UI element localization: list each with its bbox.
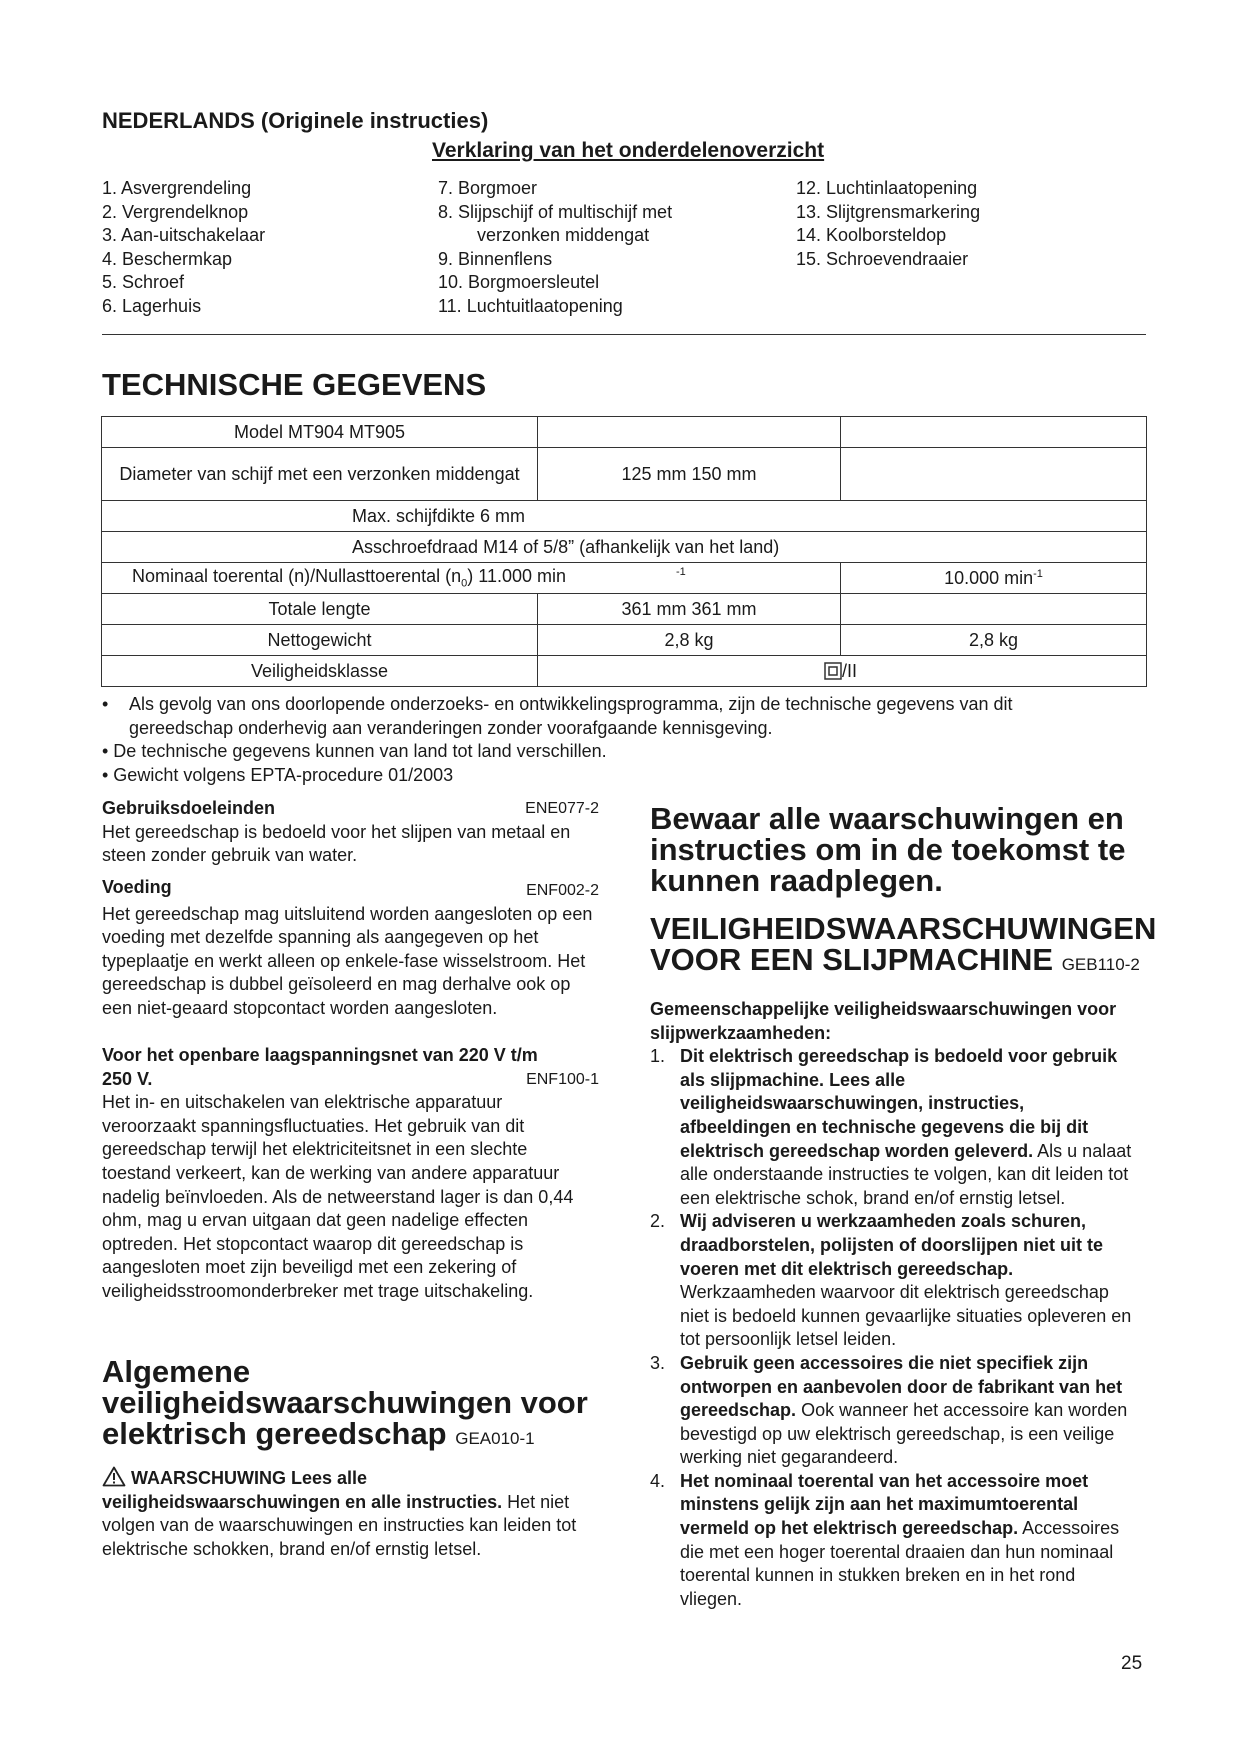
legend-item: 1. Asvergrendeling bbox=[102, 178, 252, 198]
legend-item: 13. Slijtgrensmarkering bbox=[796, 201, 981, 222]
double-insulation-icon bbox=[824, 662, 842, 680]
list-item bbox=[650, 1470, 1140, 1612]
section-heading bbox=[102, 1068, 599, 1092]
keep-instructions-title: Bewaar alle waarschuwingen en instructies om in de toekomst te kunnen raadplegen. bbox=[650, 801, 1126, 898]
spec-cell bbox=[538, 417, 841, 448]
spec-row-diameter bbox=[102, 448, 1147, 501]
legend-item: 3. Aan-uitschakelaar bbox=[102, 225, 266, 246]
spec-cell bbox=[841, 563, 1147, 594]
list-item bbox=[650, 1210, 1140, 1352]
spec-cell bbox=[841, 594, 1147, 625]
grinder-safety-section bbox=[650, 911, 1157, 1611]
speed-prefix: Nominaal toerental (n)/Nullasttoerental (n bbox=[132, 566, 462, 587]
section-title-line2: 250 V. bbox=[102, 1068, 153, 1089]
note-item bbox=[102, 693, 1112, 740]
spec-table bbox=[101, 416, 1147, 687]
legend-item-continuation: verzonken middengat bbox=[477, 225, 650, 246]
section-body: Het in- en uitschakelen van elektrische apparatuur veroorzaakt spanningsfluctuaties. Het gebruik van dit gereedschap terwijl het elektriciteitsnet in een slechte toestand verkeert, kan de werking van andere apparatuur nadelig beïnvloeden. Als de netweerstand lager is dan 0,44 ohm, mag u ervan uitgaan dat geen nadelige effecten optreden. Het stopcontact waarop dit gereedschap is aangesloten moet zijn beveiligd met een zekering of veiligheidsstroomonderbreker met trage uitschakeling. bbox=[102, 1092, 574, 1301]
warning-text: Het niet volgen van de waarschuwingen en instructies kan leiden tot elektrische schokken, brand en/of ernstig letsel. bbox=[102, 1491, 577, 1559]
legend-item: 8. Slijpschijf of multischijf met bbox=[438, 201, 673, 222]
public-network-section bbox=[102, 1044, 599, 1304]
speed-value-2-sup: -1 bbox=[1033, 567, 1043, 580]
legend-item: 4. Beschermkap bbox=[102, 248, 233, 269]
warning-bold: WAARSCHUWING Lees alle veiligheidswaarschuwingen en alle instructies. bbox=[102, 1468, 503, 1512]
class-value: /II bbox=[842, 660, 858, 681]
legend-column-3 bbox=[796, 177, 980, 271]
section-body: Het gereedschap mag uitsluitend worden aangesloten op een voeding met dezelfde spanning als aangegeven op het typeplaatje en werkt alleen op enkele-fase wisselstroom. Het gereedschap is dubbel geïsoleerd en mag derhalve ook op een niet-geaard stopcontact worden aangesloten. bbox=[102, 903, 593, 1018]
spec-row-thickness bbox=[102, 501, 1147, 532]
section-title: Voor het openbare laagspanningsnet van 220 V t/m bbox=[102, 1045, 538, 1065]
spec-cell bbox=[841, 448, 1147, 501]
warning-paragraph bbox=[102, 1466, 599, 1561]
spec-thread-text: Asschroefdraad M14 of 5/8” (afhankelijk van het land) bbox=[352, 536, 780, 557]
spec-cell: 361 mm 361 mm bbox=[538, 594, 841, 625]
list-item-text: Ook wanneer het accessoire kan worden bevestigd op uw elektrisch gereedschap, is een veilige werking niet gegarandeerd. bbox=[680, 1400, 1128, 1468]
keep-instructions-section bbox=[650, 803, 1140, 896]
note-item: • De technische gegevens kunnen van land tot land verschillen. bbox=[102, 741, 607, 761]
spec-row-speed bbox=[102, 563, 1147, 594]
spec-cell: Diameter van schijf met een verzonken middengat bbox=[102, 448, 538, 501]
section-code: ENE077-2 bbox=[525, 800, 599, 817]
spec-cell bbox=[102, 501, 1147, 532]
list-item-text: Werkzaamheden waarvoor dit elektrisch gereedschap niet is bedoeld kunnen gevaarlijke situaties opleveren en tot persoonlijk letsel leiden. bbox=[680, 1282, 1132, 1350]
speed-sub: 0 bbox=[461, 577, 468, 590]
general-safety-section bbox=[102, 1356, 599, 1561]
grinder-safety-title-text: VEILIGHEIDSWAARSCHUWINGEN VOOR EEN SLIJPMACHINE bbox=[650, 911, 1157, 977]
spec-row-length bbox=[102, 594, 1147, 625]
legend-item: 9. Binnenflens bbox=[438, 248, 553, 269]
speed-sup: -1 bbox=[676, 566, 686, 579]
section-code: GEB110-2 bbox=[1061, 955, 1140, 974]
list-item-bold: Gebruik geen accessoires die niet specifiek zijn ontworpen en aanbevolen door de fabrikant van het gereedschap. bbox=[680, 1352, 1123, 1421]
language-title: NEDERLANDS (Originele instructies) bbox=[102, 108, 489, 133]
power-supply-section bbox=[102, 876, 599, 1021]
speed-value-2: 10.000 min bbox=[944, 567, 1034, 588]
warning-triangle-icon bbox=[102, 1466, 126, 1487]
spec-cell: Veiligheidsklasse bbox=[102, 656, 538, 687]
spec-cell: Nettogewicht bbox=[102, 625, 538, 656]
legend-item: 6. Lagerhuis bbox=[102, 295, 202, 316]
section-code: ENF100-1 bbox=[526, 1070, 599, 1088]
legend-column-1 bbox=[102, 177, 265, 319]
common-warnings-title: Gemeenschappelijke veiligheidswaarschuwingen voor slijpwerkzaamheden: bbox=[650, 999, 1117, 1043]
legend-column-2 bbox=[438, 177, 672, 319]
section-code: GEA010-1 bbox=[455, 1429, 535, 1448]
list-item bbox=[650, 1045, 1140, 1210]
section-body: Het gereedschap is bedoeld voor het slijpen van metaal en steen zonder gebruik van water. bbox=[102, 821, 571, 866]
legend-item: 5. Schroef bbox=[102, 272, 185, 293]
tech-notes bbox=[102, 693, 1112, 787]
legend-item: 10. Borgmoersleutel bbox=[438, 272, 600, 293]
legend-item: 11. Luchtuitlaatopening bbox=[438, 295, 623, 316]
spec-row-model bbox=[102, 417, 1147, 448]
speed-suffix: ) 11.000 min bbox=[467, 566, 567, 587]
section-heading bbox=[102, 876, 599, 903]
spec-cell: Model MT904 MT905 bbox=[102, 417, 538, 448]
legend-item: 7. Borgmoer bbox=[438, 178, 538, 198]
spec-cell bbox=[102, 532, 1147, 563]
list-item-bold: Het nominaal toerental van het accessoire moet minstens gelijk zijn aan het maximumtoerental vermeld op het elektrisch gereedschap. bbox=[680, 1470, 1089, 1539]
spec-cell bbox=[841, 417, 1147, 448]
legend-title: Verklaring van het onderdelenoverzicht bbox=[432, 139, 825, 162]
spec-cell: 2,8 kg bbox=[841, 625, 1147, 656]
legend-item: 12. Luchtinlaatopening bbox=[796, 178, 978, 198]
note-item: • Gewicht volgens EPTA-procedure 01/2003 bbox=[102, 764, 454, 785]
general-safety-title-text: Algemene veiligheidswaarschuwingen voor elektrisch gereedschap bbox=[102, 1354, 588, 1451]
legend-item: 2. Vergrendelknop bbox=[102, 201, 249, 222]
spec-row-class bbox=[102, 656, 1147, 687]
spec-cell bbox=[102, 563, 841, 594]
section-divider bbox=[102, 334, 1146, 335]
list-number: 1. bbox=[650, 1046, 666, 1067]
list-item-text: Als u nalaat alle onderstaande instructies te volgen, kan dit leiden tot een elektrische schok, brand en/of ernstig letsel. bbox=[680, 1140, 1132, 1208]
spec-row-thread bbox=[102, 532, 1147, 563]
spec-cell: 125 mm 150 mm bbox=[538, 448, 841, 501]
list-item-text: Accessoires die met een hoger toerental draaien dan hun nominaal toerental kunnen in stukken breken en in het rond vliegen. bbox=[680, 1518, 1120, 1609]
spec-thickness-text: Max. schijfdikte 6 mm bbox=[352, 505, 526, 526]
list-item-bold: Wij adviseren u werkzaamheden zoals schuren, draadborstelen, polijsten of doorslijpen niet uit te voeren met dit elektrisch gereedschap. bbox=[680, 1211, 1104, 1279]
legend-item: 15. Schroevendraaier bbox=[796, 248, 969, 269]
section-heading bbox=[102, 797, 599, 821]
general-safety-title bbox=[102, 1356, 599, 1454]
spec-cell: Totale lengte bbox=[102, 594, 538, 625]
section-title: Gebruiksdoeleinden bbox=[102, 798, 276, 818]
section-title: Voeding bbox=[102, 877, 172, 897]
spec-row-weight bbox=[102, 625, 1147, 656]
list-item bbox=[650, 1352, 1140, 1470]
warnings-list bbox=[650, 1045, 1140, 1611]
list-number: 3. bbox=[650, 1352, 666, 1373]
intended-use-section bbox=[102, 797, 599, 868]
list-item-bold: Dit elektrisch gereedschap is bedoeld voor gebruik als slijpmachine. Lees alle veiligheidswaarschuwingen, instructies, afbeeldingen en technische gegevens die bij dit elektrisch gereedschap worden geleverd. bbox=[680, 1046, 1118, 1161]
note-text: Als gevolg van ons doorlopende onderzoeks- en ontwikkelingsprogramma, zijn de technische gegevens van dit gereedschap onderhevig aan veranderingen zonder voorafgaande kennisgeving. bbox=[129, 694, 1013, 738]
page-number: 25 bbox=[1121, 1653, 1143, 1674]
grinder-safety-title bbox=[650, 911, 1157, 980]
list-number: 2. bbox=[650, 1211, 666, 1232]
list-number: 4. bbox=[650, 1470, 666, 1491]
tech-data-title: TECHNISCHE GEGEVENS bbox=[102, 367, 487, 402]
bullet: • bbox=[102, 694, 109, 714]
spec-cell: 2,8 kg bbox=[538, 625, 841, 656]
legend-item: 14. Koolborsteldop bbox=[796, 225, 947, 246]
section-code: ENF002-2 bbox=[526, 882, 599, 899]
spec-cell bbox=[538, 656, 1147, 687]
